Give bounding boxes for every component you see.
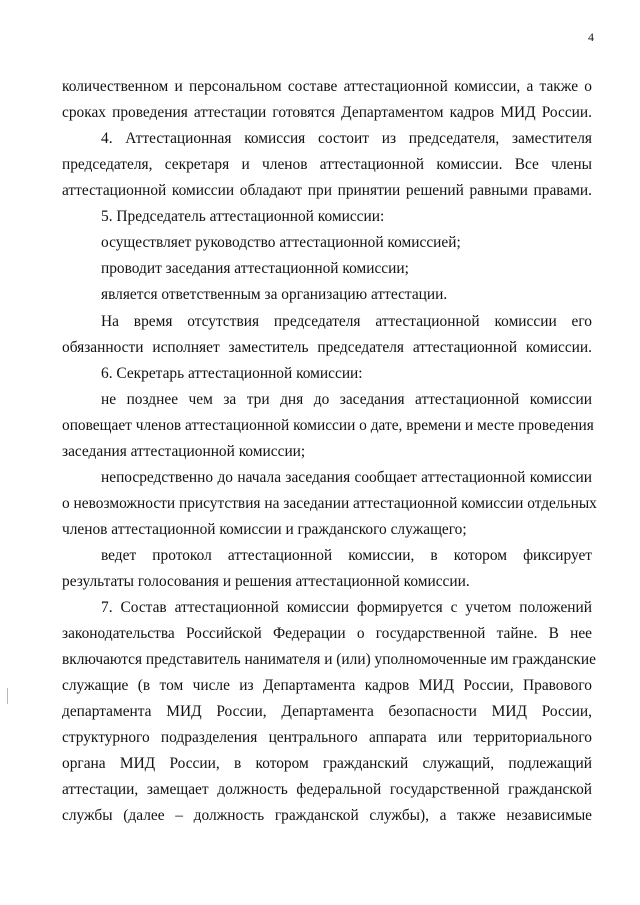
body-line: оповещает членов аттестационной комиссии о дате, времени и месте проведения <box>62 417 594 434</box>
body-line: 6. Секретарь аттестационной комиссии: <box>101 365 363 382</box>
scan-margin-mark <box>7 688 8 704</box>
body-line: не позднее чем за три дня до заседания аттестационной комиссии <box>101 391 592 408</box>
body-line: аттестации, замещает должность федеральной государственной гражданской <box>62 781 592 798</box>
body-line: 5. Председатель аттестационной комиссии: <box>101 208 385 225</box>
body-line: количественном и персональном составе аттестационной комиссии, а также о <box>62 78 592 95</box>
body-line: о невозможности присутствия на заседании аттестационной комиссии отдельных <box>62 495 597 512</box>
body-line: осуществляет руководство аттестационной комиссией; <box>101 234 461 251</box>
body-line: включаются представитель нанимателя и (или) уполномоченные им гражданские <box>62 651 596 668</box>
body-line: законодательства Российской Федерации о государственной тайне. В нее <box>62 625 592 642</box>
body-line: обязанности исполняет заместитель председателя аттестационной комиссии. <box>62 339 592 356</box>
body-line: службы (далее – должность гражданской службы), а также независимые <box>62 807 592 824</box>
body-line: аттестационной комиссии обладают при принятии решений равными правами. <box>62 182 592 199</box>
body-line: 4. Аттестационная комиссия состоит из председателя, заместителя <box>101 130 592 147</box>
body-line: На время отсутствия председателя аттестационной комиссии его <box>101 313 592 330</box>
body-line: департамента МИД России, Департамента безопасности МИД России, <box>62 703 592 720</box>
body-line: проводит заседания аттестационной комиссии; <box>101 260 409 277</box>
body-line: 7. Состав аттестационной комиссии формируется с учетом положений <box>101 599 592 616</box>
body-line: структурного подразделения центрального аппарата или территориального <box>62 729 592 746</box>
body-line: органа МИД России, в котором гражданский служащий, подлежащий <box>62 755 592 772</box>
body-line: служащие (в том числе из Департамента кадров МИД России, Правового <box>62 677 592 694</box>
body-line: является ответственным за организацию аттестации. <box>101 286 448 303</box>
body-line: ведет протокол аттестационной комиссии, в котором фиксирует <box>101 547 592 564</box>
body-line: заседания аттестационной комиссии; <box>62 443 306 460</box>
body-line: председателя, секретаря и членов аттестационной комиссии. Все члены <box>62 156 592 173</box>
body-line: членов аттестационной комиссии и гражданского служащего; <box>62 521 467 538</box>
body-line: сроках проведения аттестации готовятся Департаментом кадров МИД России. <box>62 104 592 121</box>
body-line: непосредственно до начала заседания сообщает аттестационной комиссии <box>101 469 592 486</box>
page-number: 4 <box>588 30 594 44</box>
body-line: результаты голосования и решения аттестационной комиссии. <box>62 573 470 590</box>
